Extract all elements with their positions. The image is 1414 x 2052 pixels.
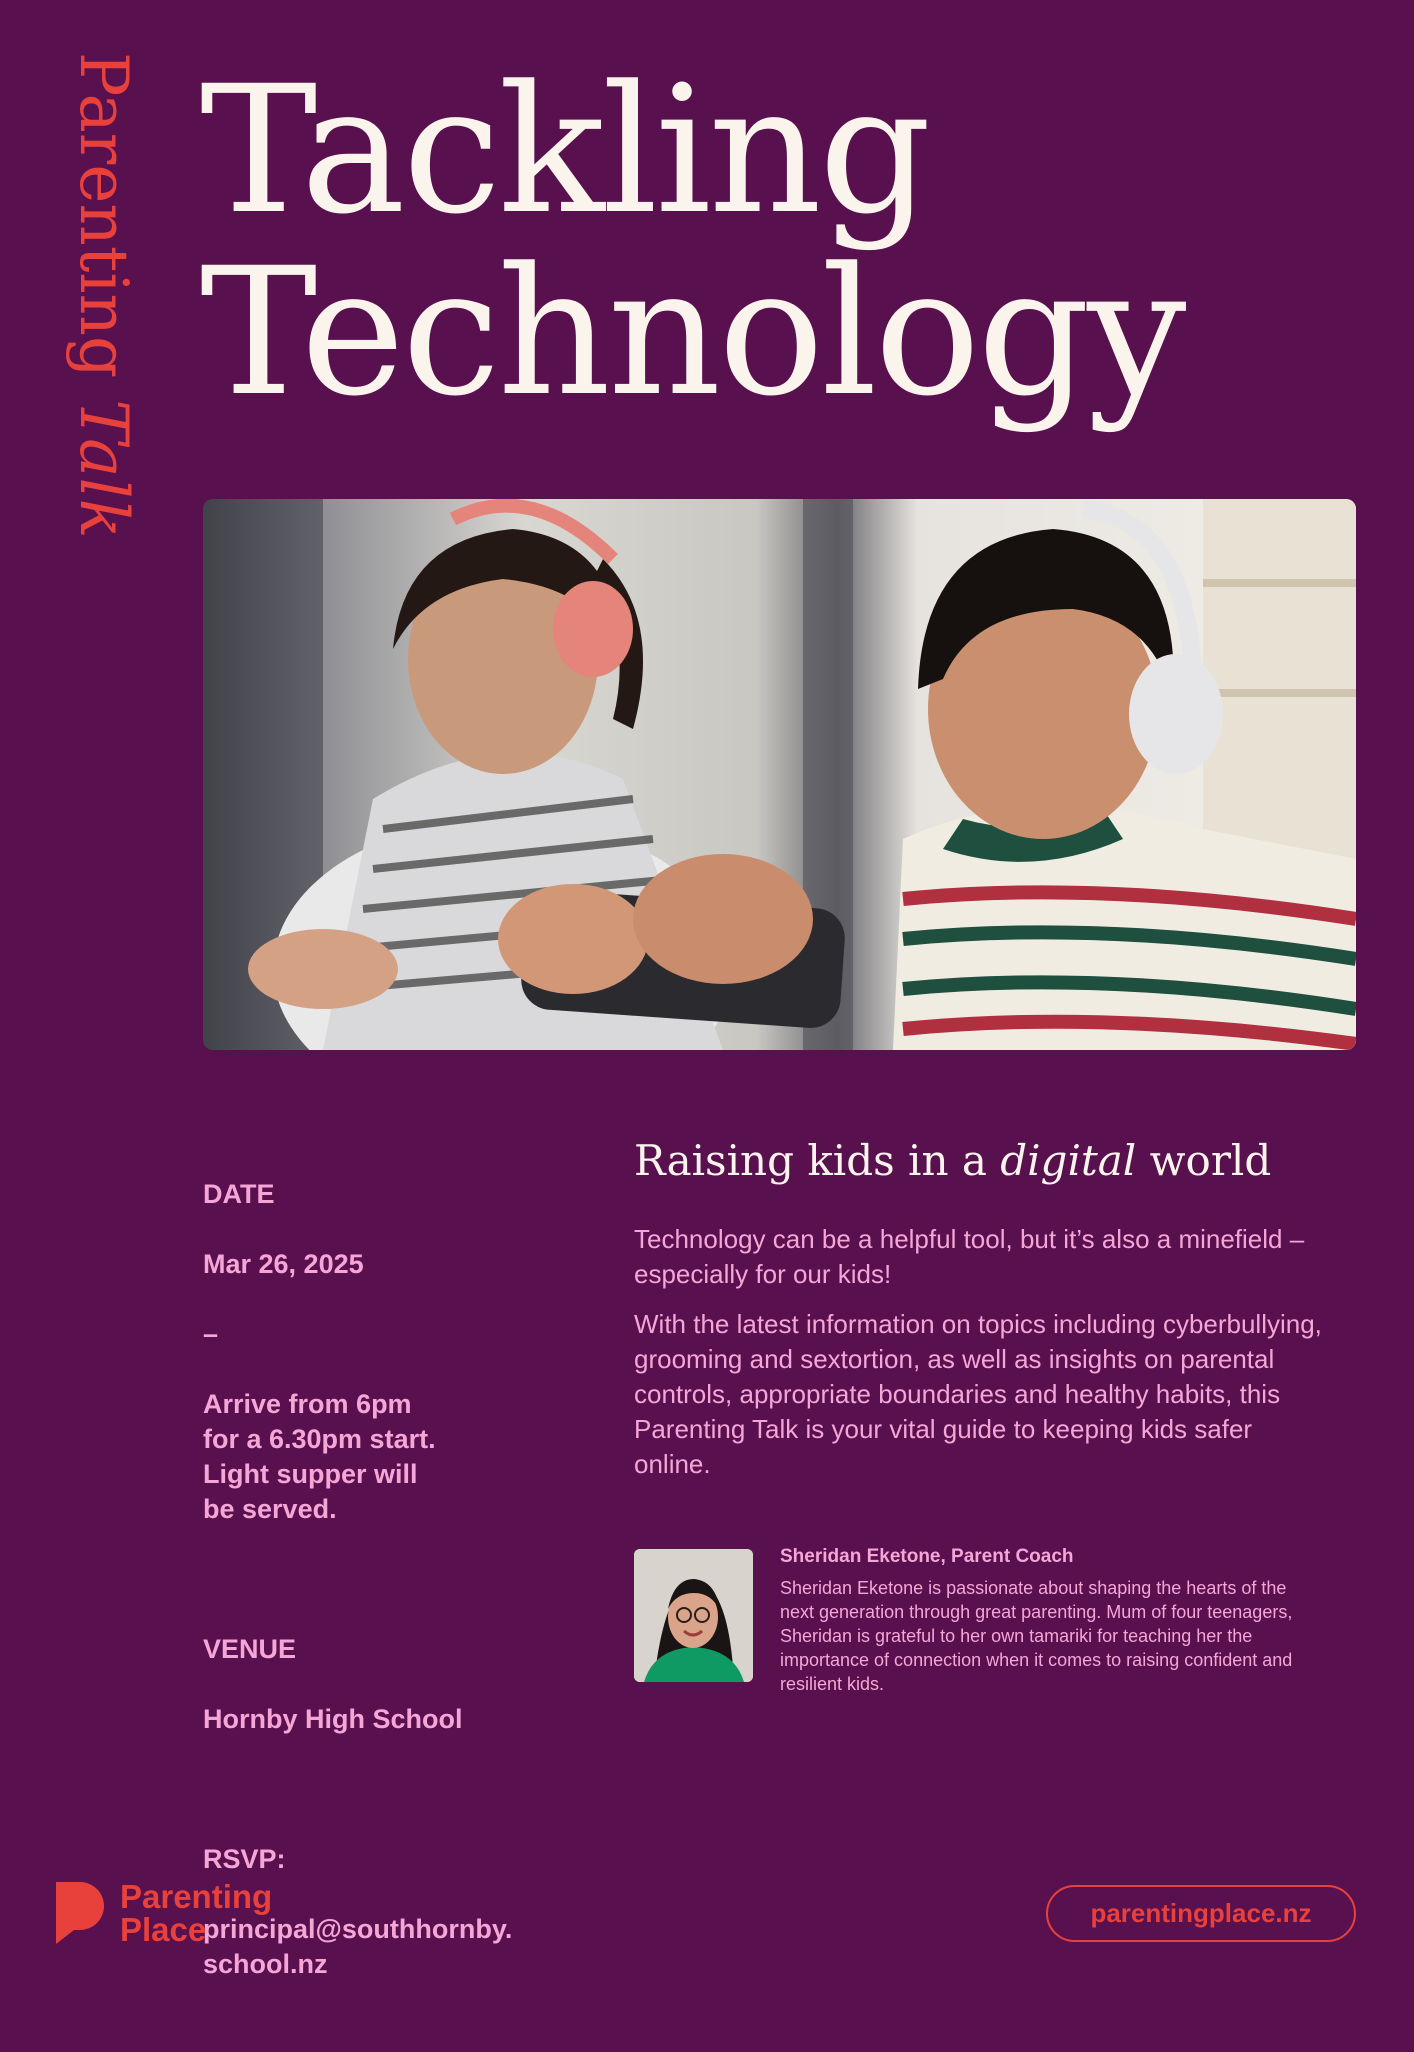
venue-block xyxy=(203,1597,512,1772)
date-value: Mar 26, 2025 xyxy=(203,1249,364,1279)
venue-value: Hornby High School xyxy=(203,1704,463,1734)
body-paragraph-2: With the latest information on topics including cyberbullying, grooming and sextortion, as well as insights on parental controls, appropriate boundaries and healthy habits, this Parenting Talk is your vital guide to keeping kids safer online. xyxy=(634,1309,1322,1479)
rsvp-email[interactable]: principal@southhornby. school.nz xyxy=(203,1914,513,1979)
date-label: DATE xyxy=(203,1179,275,1209)
page-title xyxy=(200,48,1184,435)
vertical-brand-word: Parenting xyxy=(65,52,142,379)
body-paragraph-1: Technology can be a helpful tool, but it’s also a minefield – especially for our kids! xyxy=(634,1224,1305,1289)
hero-photo xyxy=(203,499,1356,1050)
logo-text: Parenting Place xyxy=(120,1878,273,1948)
vertical-brand-italic-word: Talk xyxy=(65,399,142,539)
website-button[interactable]: parentingplace.nz xyxy=(1046,1885,1356,1942)
subheading xyxy=(634,1136,1271,1185)
parenting-place-logo-icon xyxy=(56,1882,104,1944)
body-copy xyxy=(634,1222,1324,1497)
hero-photo-illustration xyxy=(203,499,1356,1050)
coach-name: Sheridan Eketone, Parent Coach xyxy=(780,1546,1074,1567)
vertical-brand-text xyxy=(58,52,148,652)
subheading-end: world xyxy=(1136,1136,1272,1185)
arrival-info: Arrive from 6pm for a 6.30pm start. Light supper will be served. xyxy=(203,1389,436,1524)
coach-bio: Sheridan Eketone is passionate about shaping the hearts of the next generation through great parenting. Mum of four teenagers, Sheridan is grateful to her own tamariki for teaching her the importance of connection when it comes to raising confident and resilient kids. xyxy=(780,1578,1293,1694)
rsvp-label: RSVP: xyxy=(203,1844,286,1874)
subheading-start: Raising kids in a xyxy=(634,1136,1001,1185)
title-line-1: Tackling xyxy=(200,48,929,253)
parenting-place-logo[interactable] xyxy=(56,1880,272,1946)
date-block xyxy=(203,1142,512,1562)
title-line-2: Technology xyxy=(200,230,1184,435)
coach-photo xyxy=(634,1549,753,1682)
date-separator: – xyxy=(203,1319,219,1349)
subheading-italic: digital xyxy=(1000,1136,1137,1185)
coach-portrait xyxy=(634,1549,753,1682)
venue-label: VENUE xyxy=(203,1634,297,1664)
